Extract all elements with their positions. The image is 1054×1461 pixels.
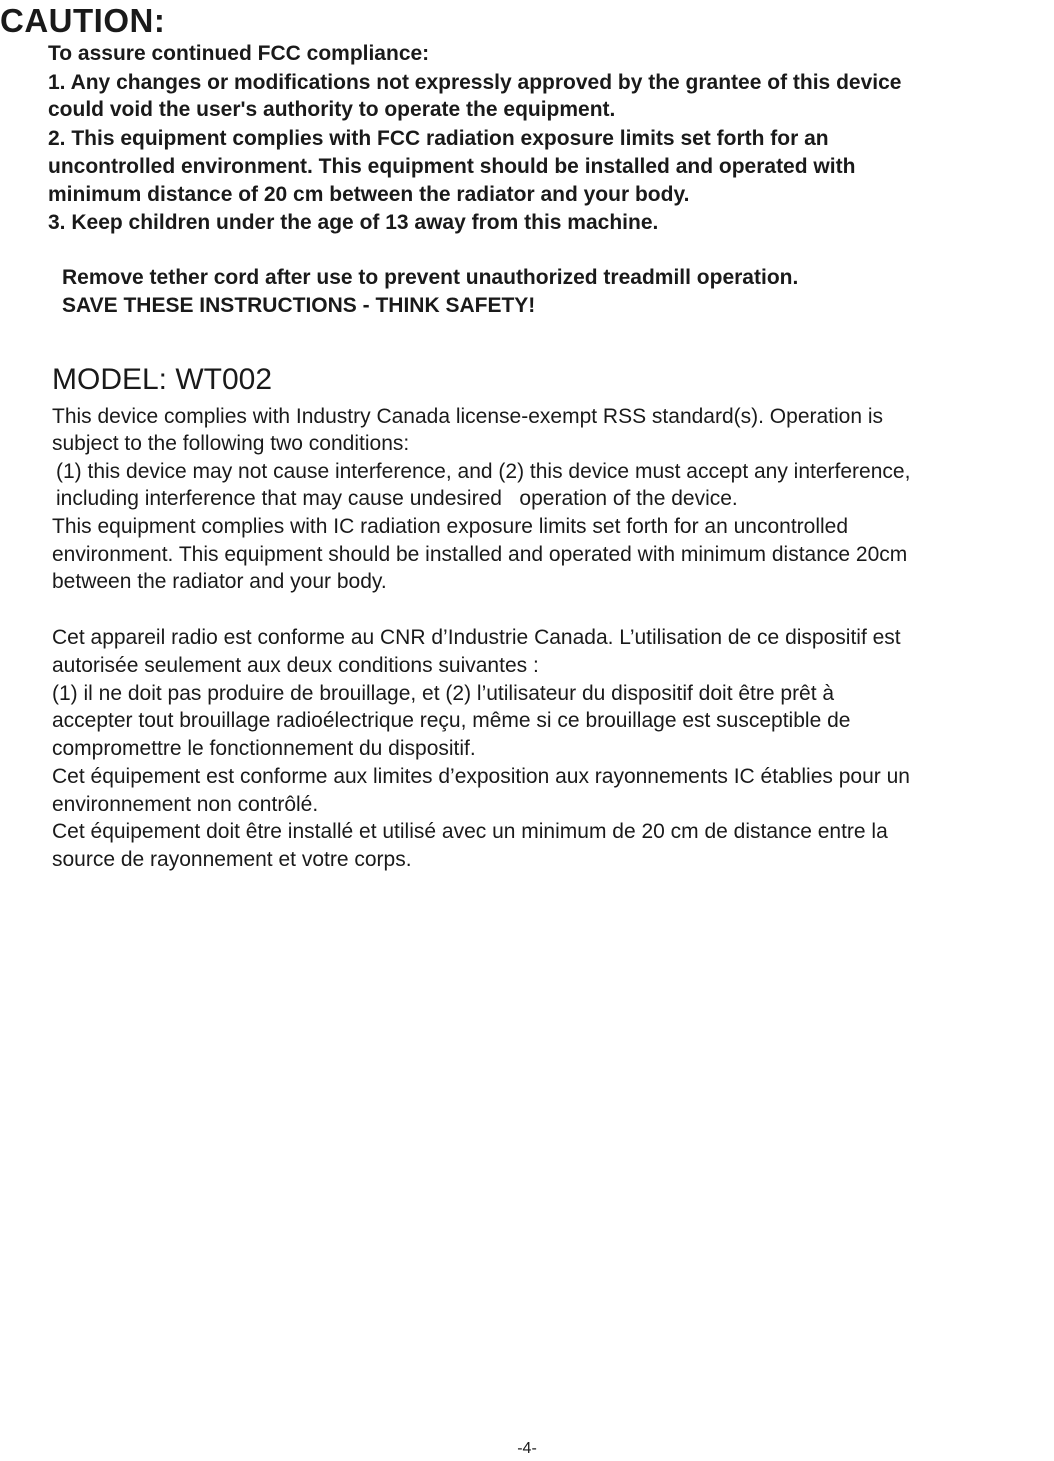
fcc-item-3: 3. Keep children under the age of 13 away from this machine. [48, 211, 659, 234]
fcc-compliance-intro: To assure continued FCC compliance: [48, 42, 430, 65]
ic-english-line-7: between the radiator and your body. [52, 570, 387, 593]
ic-french-line-7: environnement non contrôlé. [52, 793, 319, 816]
ic-english-line-2: subject to the following two conditions: [52, 432, 410, 455]
fcc-item-2-line-1: 2. This equipment complies with FCC radiation exposure limits set forth for an [48, 127, 829, 150]
ic-french-line-5: compromettre le fonctionnement du dispositif. [52, 737, 476, 760]
ic-french-line-6: Cet équipement est conforme aux limites d’exposition aux rayonnements IC établies pour un [52, 765, 910, 788]
caution-heading: CAUTION: [0, 2, 166, 39]
ic-english-line-4: including interference that may cause undesired operation of the device. [56, 487, 738, 510]
ic-french-line-2: autorisée seulement aux deux conditions suivantes : [52, 654, 539, 677]
ic-french-line-4: accepter tout brouillage radioélectrique reçu, même si ce brouillage est susceptible de [52, 709, 851, 732]
ic-english-line-1: This device complies with Industry Canada license-exempt RSS standard(s). Operation is [52, 405, 884, 428]
fcc-item-2-line-2: uncontrolled environment. This equipment should be installed and operated with [48, 155, 856, 178]
ic-french-line-8: Cet équipement doit être installé et utilisé avec un minimum de 20 cm de distance entre la [52, 820, 888, 843]
fcc-item-1-line-1: 1. Any changes or modifications not expressly approved by the grantee of this device [48, 71, 902, 94]
model-heading: MODEL: WT002 [52, 363, 273, 396]
ic-english-line-3: (1) this device may not cause interference, and (2) this device must accept any interference, [56, 460, 911, 483]
fcc-item-1-line-2: could void the user's authority to operate the equipment. [48, 98, 616, 121]
page-number: -4- [517, 1440, 537, 1457]
ic-english-line-5: This equipment complies with IC radiation exposure limits set forth for an uncontrolled [52, 515, 849, 538]
ic-french-line-3: (1) il ne doit pas produire de brouillage, et (2) l’utilisateur du dispositif doit être prêt à [52, 682, 835, 705]
ic-english-line-6: environment. This equipment should be installed and operated with minimum distance 20cm [52, 543, 908, 566]
tether-cord-warning: Remove tether cord after use to prevent unauthorized treadmill operation. [62, 266, 799, 289]
ic-french-line-1: Cet appareil radio est conforme au CNR d’Industrie Canada. L’utilisation de ce dispositif est [52, 626, 901, 649]
fcc-item-2-line-3: minimum distance of 20 cm between the radiator and your body. [48, 183, 690, 206]
save-instructions-warning: SAVE THESE INSTRUCTIONS - THINK SAFETY! [62, 294, 536, 317]
ic-french-line-9: source de rayonnement et votre corps. [52, 848, 412, 871]
